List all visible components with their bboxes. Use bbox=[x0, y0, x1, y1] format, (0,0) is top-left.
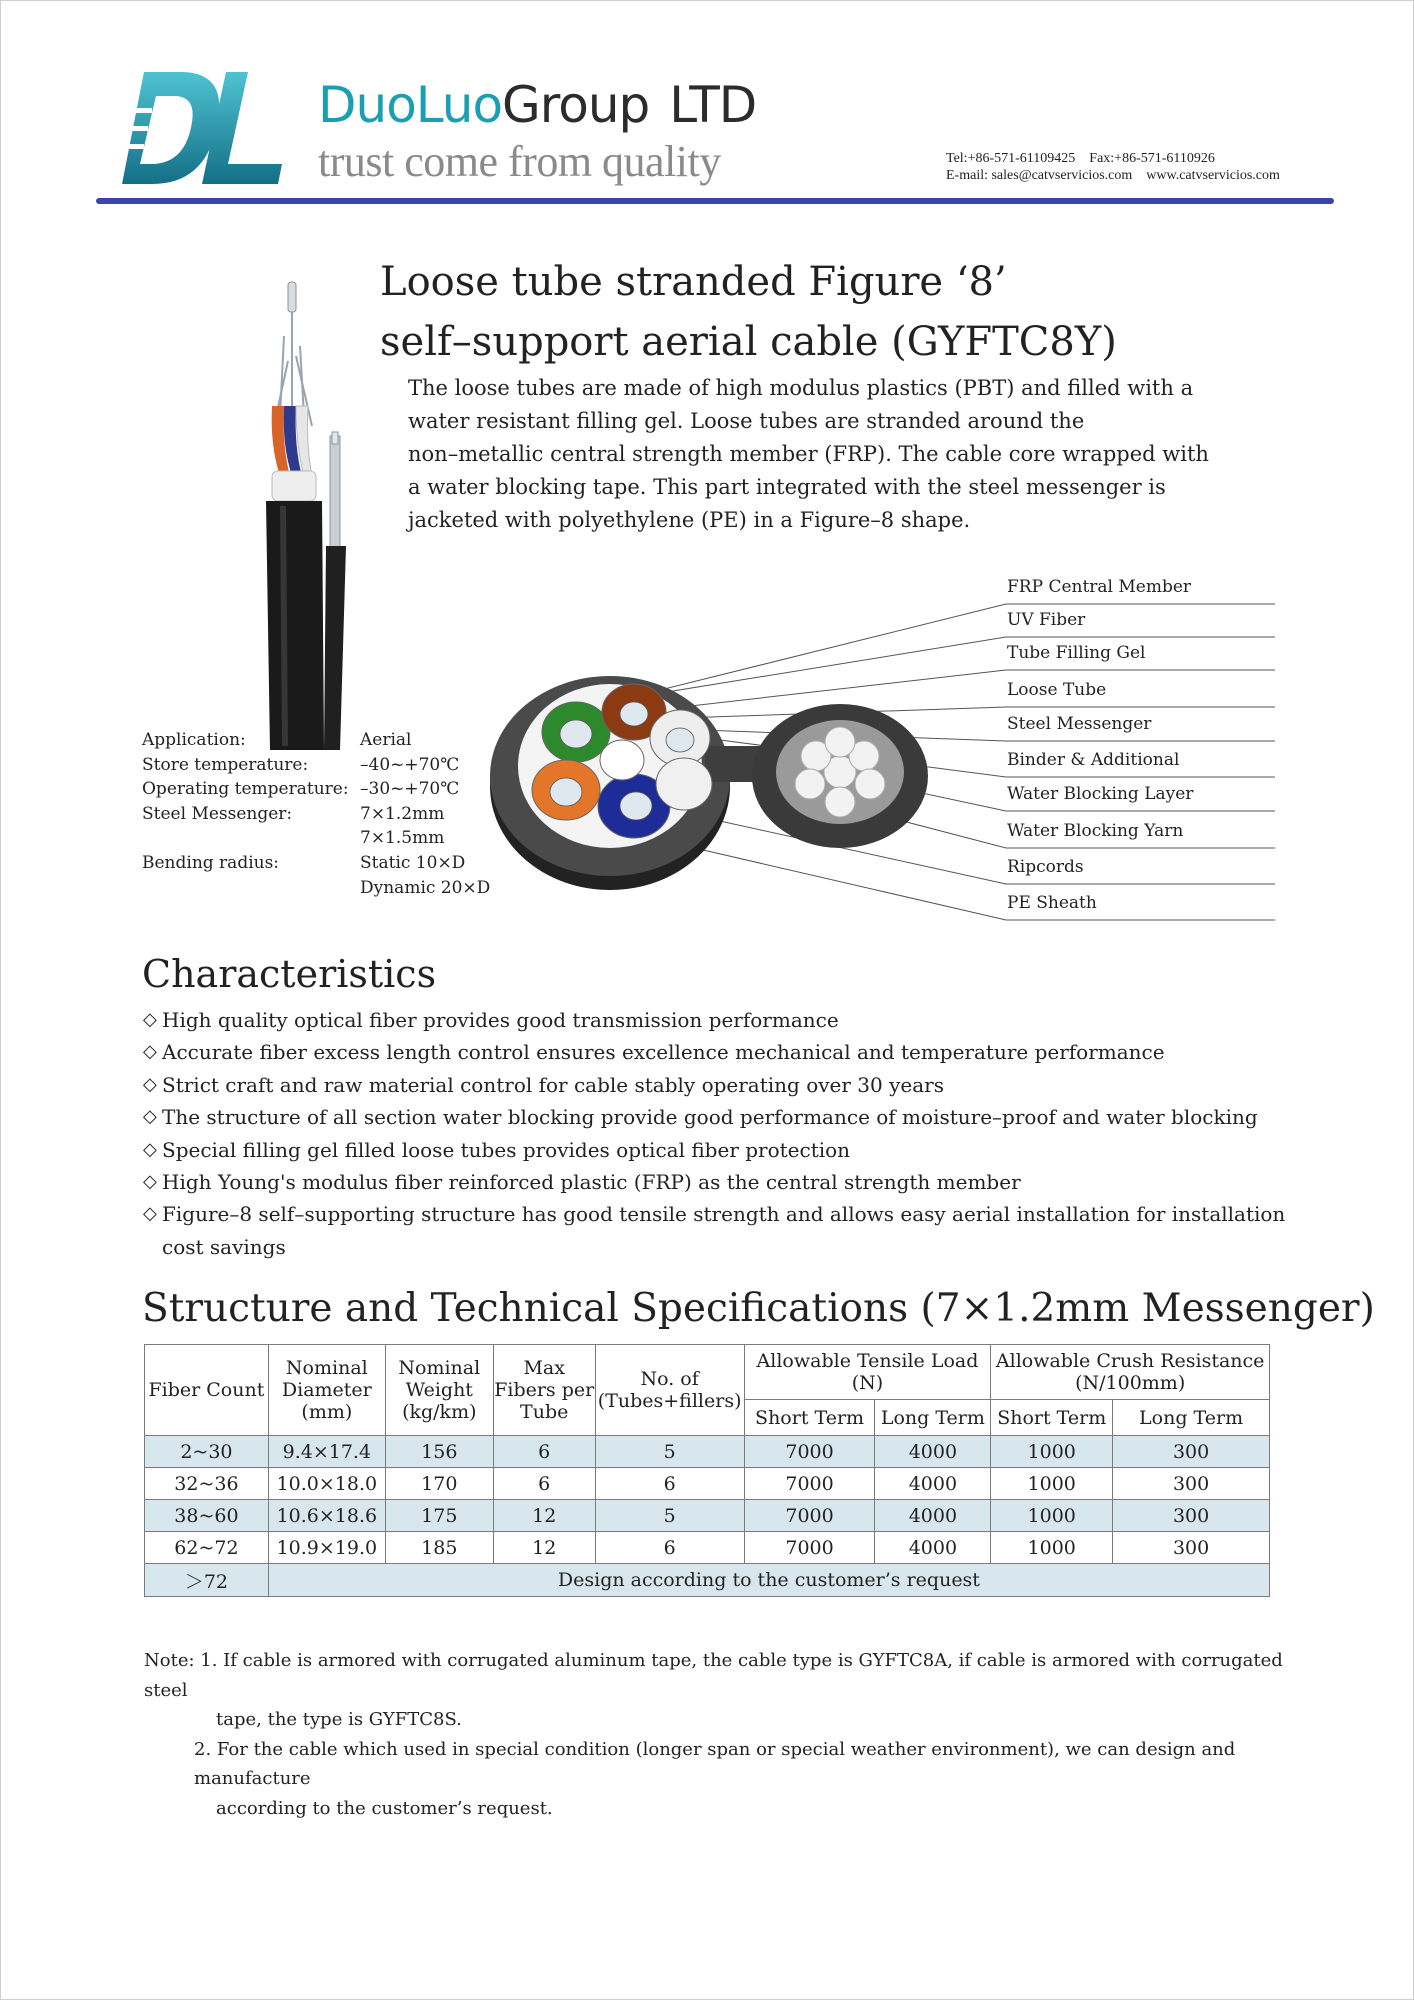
brand-part-duoluo: DuoLuo bbox=[318, 76, 503, 134]
description-line: a water blocking tape. This part integrated with the steel messenger is bbox=[408, 475, 1166, 499]
table-cell: 32~36 bbox=[145, 1468, 269, 1500]
table-cell: 9.4×17.4 bbox=[268, 1436, 385, 1468]
diagram-label: Binder & Additional bbox=[1007, 750, 1180, 770]
brand-part-ltd: LTD bbox=[669, 76, 757, 134]
spec-row bbox=[142, 876, 490, 901]
spec-label bbox=[142, 876, 360, 901]
header-rule bbox=[96, 198, 1334, 204]
table-cell: 300 bbox=[1113, 1532, 1270, 1564]
spec-value: –30~+70℃ bbox=[360, 779, 460, 800]
diagram-label: UV Fiber bbox=[1007, 610, 1086, 630]
description-line: non–metallic central strength member (FRP). The cable core wrapped with bbox=[408, 442, 1209, 466]
characteristic-text: High quality optical fiber provides good transmission performance bbox=[162, 1008, 839, 1032]
note-1-line-2: tape, the type is GYFTC8S. bbox=[216, 1709, 462, 1730]
spec-label: Operating temperature: bbox=[142, 779, 349, 800]
diamond-bullet-icon: ◇ bbox=[143, 1041, 157, 1063]
table-cell: 4000 bbox=[875, 1436, 991, 1468]
table-cell: 7000 bbox=[744, 1532, 875, 1564]
list-item bbox=[143, 1036, 1293, 1068]
spec-label: Steel Messenger: bbox=[142, 803, 293, 824]
spec-row bbox=[142, 802, 490, 827]
description-line: water resistant filling gel. Loose tubes are stranded around the bbox=[408, 409, 1085, 433]
spec-label: Application: bbox=[142, 730, 246, 750]
table-cell: 5 bbox=[595, 1436, 744, 1468]
list-item bbox=[143, 1004, 1293, 1036]
spec-label: Store temperature: bbox=[142, 754, 309, 775]
note-2-line-2: according to the customer’s request. bbox=[216, 1797, 553, 1819]
table-cell: 156 bbox=[385, 1436, 493, 1468]
table-cell: 1000 bbox=[991, 1500, 1113, 1532]
table-cell: 10.9×19.0 bbox=[268, 1532, 385, 1564]
description-line: jacketed with polyethylene (PE) in a Figure–8 shape. bbox=[408, 508, 971, 532]
table-cell: 175 bbox=[385, 1500, 493, 1532]
table-cell: 170 bbox=[385, 1468, 493, 1500]
spec-row bbox=[142, 728, 490, 753]
table-cell: 1000 bbox=[991, 1436, 1113, 1468]
table-cell: 185 bbox=[385, 1532, 493, 1564]
spec-list bbox=[142, 728, 490, 900]
description-line: The loose tubes are made of high modulus plastics (PBT) and filled with a bbox=[408, 376, 1194, 400]
list-item bbox=[143, 1198, 1293, 1263]
diagram-label: Tube Filling Gel bbox=[1007, 643, 1146, 663]
characteristic-text: Figure–8 self–supporting structure has good tensile strength and allows easy aerial installation for installation cost savings bbox=[162, 1202, 1286, 1259]
table-row bbox=[145, 1500, 1270, 1532]
table-cell: 4000 bbox=[875, 1532, 991, 1564]
spec-value: –40~+70℃ bbox=[360, 754, 460, 775]
product-description bbox=[408, 372, 1308, 537]
table-cell: 4000 bbox=[875, 1500, 991, 1532]
header-nominal-weight: Nominal Weight (kg/km) bbox=[385, 1345, 493, 1436]
diamond-bullet-icon: ◇ bbox=[143, 1009, 157, 1030]
spec-label bbox=[142, 826, 360, 851]
characteristic-text: Strict craft and raw material control for cable stably operating over 30 years bbox=[162, 1072, 944, 1097]
contact-email: E-mail: sales@catvservicios.com bbox=[946, 168, 1133, 183]
spec-row bbox=[142, 753, 490, 778]
characteristics-heading: Characteristics bbox=[142, 952, 437, 996]
cable-photo bbox=[250, 276, 370, 756]
header-tubes-fillers: No. of (Tubes+fillers) bbox=[595, 1345, 744, 1436]
table-cell: 7000 bbox=[744, 1500, 875, 1532]
note-2-line-1: 2. For the cable which used in special condition (longer span or special weather environment), we can design and manufacture bbox=[194, 1738, 1236, 1789]
table-cell: 10.0×18.0 bbox=[268, 1468, 385, 1500]
diagram-label: Ripcords bbox=[1007, 857, 1084, 877]
table-cell: 6 bbox=[595, 1532, 744, 1564]
table-cell: 12 bbox=[493, 1500, 595, 1532]
table-cell: 2~30 bbox=[145, 1436, 269, 1468]
company-tagline: trust come from quality bbox=[318, 137, 721, 186]
list-item bbox=[143, 1069, 1293, 1101]
diagram-label: Steel Messenger bbox=[1007, 714, 1152, 734]
table-cell: ＞72 bbox=[145, 1564, 269, 1597]
table-cell: 6 bbox=[595, 1468, 744, 1500]
spec-label: Bending radius: bbox=[142, 852, 280, 873]
spec-row bbox=[142, 777, 490, 802]
characteristics-list bbox=[143, 1004, 1293, 1263]
diamond-bullet-icon: ◇ bbox=[143, 1171, 157, 1193]
specifications-table bbox=[144, 1344, 1270, 1597]
header-crush-long-term: Long Term bbox=[1113, 1400, 1270, 1436]
spec-value: Static 10×D bbox=[360, 852, 466, 873]
spec-value: 7×1.2mm bbox=[360, 803, 445, 824]
table-cell: 300 bbox=[1113, 1468, 1270, 1500]
specifications-heading: Structure and Technical Specifications (7×1.2mm Messenger) bbox=[142, 1286, 1375, 1331]
contact-website: www.catvservicios.com bbox=[1146, 168, 1280, 183]
list-item bbox=[143, 1166, 1293, 1198]
spec-value: 7×1.5mm bbox=[360, 828, 445, 849]
contact-fax: Fax:+86-571-6110926 bbox=[1089, 151, 1215, 166]
header-tensile-long-term: Long Term bbox=[875, 1400, 991, 1436]
table-row bbox=[145, 1436, 1270, 1468]
table-cell: 5 bbox=[595, 1500, 744, 1532]
notes-section bbox=[144, 1646, 1294, 1823]
table-cell: 1000 bbox=[991, 1532, 1113, 1564]
table-cell-custom-design: Design according to the customer’s request bbox=[268, 1564, 1269, 1597]
diagram-label: PE Sheath bbox=[1007, 893, 1097, 913]
table-row bbox=[145, 1564, 1270, 1597]
diagram-label: Water Blocking Layer bbox=[1007, 784, 1194, 804]
diagram-label: Loose Tube bbox=[1007, 680, 1107, 700]
table-cell: 4000 bbox=[875, 1468, 991, 1500]
header-nominal-diameter: Nominal Diameter (mm) bbox=[268, 1345, 385, 1436]
header-tensile-short-term: Short Term bbox=[744, 1400, 875, 1436]
table-row bbox=[145, 1468, 1270, 1500]
table-row bbox=[145, 1532, 1270, 1564]
diamond-bullet-icon: ◇ bbox=[143, 1203, 157, 1225]
company-name bbox=[318, 76, 756, 134]
table-cell: 7000 bbox=[744, 1468, 875, 1500]
table-cell: 300 bbox=[1113, 1436, 1270, 1468]
table-cell: 6 bbox=[493, 1436, 595, 1468]
list-item bbox=[143, 1134, 1293, 1166]
header-max-fibers: Max Fibers per Tube bbox=[493, 1345, 595, 1436]
diamond-bullet-icon: ◇ bbox=[143, 1138, 157, 1160]
product-title bbox=[380, 252, 1117, 372]
diamond-bullet-icon: ◇ bbox=[143, 1073, 157, 1095]
duoluo-logo-icon bbox=[122, 68, 282, 194]
table-cell: 1000 bbox=[991, 1468, 1113, 1500]
note-1-line-1: Note: 1. If cable is armored with corrugated aluminum tape, the cable type is GYFTC8A, if cable is armored with corrugated steel bbox=[144, 1650, 1283, 1701]
table-cell: 6 bbox=[493, 1468, 595, 1500]
product-title-line1: Loose tube stranded Figure ‘8’ bbox=[380, 259, 1007, 305]
table-cell: 10.6×18.6 bbox=[268, 1500, 385, 1532]
spec-value: Aerial bbox=[360, 730, 412, 750]
diagram-label: FRP Central Member bbox=[1007, 577, 1192, 597]
header-tensile-load: Allowable Tensile Load (N) bbox=[744, 1345, 991, 1400]
list-item bbox=[143, 1101, 1293, 1133]
table-cell: 7000 bbox=[744, 1436, 875, 1468]
diamond-bullet-icon: ◇ bbox=[143, 1106, 157, 1128]
table-cell: 300 bbox=[1113, 1500, 1270, 1532]
table-cell: 12 bbox=[493, 1532, 595, 1564]
header-crush-resistance: Allowable Crush Resistance (N/100mm) bbox=[991, 1345, 1270, 1400]
characteristic-text: High Young's modulus fiber reinforced plastic (FRP) as the central strength member bbox=[162, 1170, 1021, 1195]
header-crush-short-term: Short Term bbox=[991, 1400, 1113, 1436]
spec-value: Dynamic 20×D bbox=[360, 877, 491, 898]
table-cell: 62~72 bbox=[145, 1532, 269, 1564]
characteristic-text: Accurate fiber excess length control ensures excellence mechanical and temperature performance bbox=[162, 1040, 1165, 1065]
characteristic-text: Special filling gel filled loose tubes provides optical fiber protection bbox=[162, 1137, 851, 1162]
product-title-line2: self–support aerial cable (GYFTC8Y) bbox=[380, 319, 1117, 365]
header-fiber-count: Fiber Count bbox=[145, 1345, 269, 1436]
characteristic-text: The structure of all section water blocking provide good performance of moisture–proof and water blocking bbox=[162, 1105, 1258, 1130]
spec-row bbox=[142, 851, 490, 876]
brand-part-group: Group bbox=[502, 76, 650, 134]
table-cell: 38~60 bbox=[145, 1500, 269, 1532]
diagram-label: Water Blocking Yarn bbox=[1007, 821, 1184, 841]
contact-tel: Tel:+86-571-61109425 bbox=[946, 151, 1076, 166]
spec-row bbox=[142, 826, 490, 851]
contact-info bbox=[946, 150, 1280, 184]
